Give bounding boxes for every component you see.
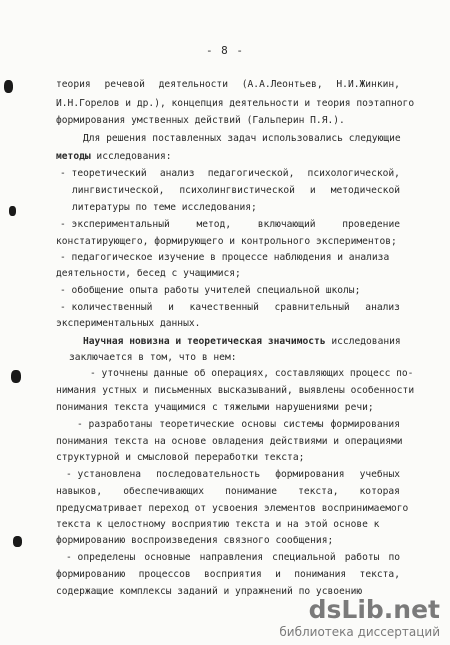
watermark-subtitle: библиотека диссертаций <box>279 625 440 639</box>
word: методической <box>330 185 400 196</box>
word: основные <box>144 552 191 563</box>
word: и <box>275 569 281 580</box>
text-fragment: исследования: <box>90 151 172 162</box>
text-line: нимания устных и письменных высказываний, выявлены особенности <box>56 385 415 396</box>
text-line: деятельности, бесед с учащимися; <box>56 268 241 279</box>
text-line: - обобщение опыта работы учителей специальной школы; <box>60 285 361 296</box>
watermark-title: dsLib.net <box>308 595 440 624</box>
word: и <box>309 185 316 196</box>
scan-speck <box>13 536 22 547</box>
text-line <box>72 185 400 197</box>
text-line: литературы по теме исследования; <box>72 202 257 213</box>
word: системы <box>283 419 324 430</box>
scan-speck <box>4 80 13 93</box>
word: учебных <box>359 469 400 480</box>
word: по <box>388 552 400 563</box>
word: проведение <box>342 219 400 230</box>
word: последовательность <box>156 469 261 480</box>
text-line: - педагогическое изучение в процессе наблюдения и анализа <box>60 252 390 263</box>
text-line <box>56 79 400 91</box>
word: Н.И.Жинкин, <box>336 79 400 90</box>
text-line: И.Н.Горелов и др.), концепция деятельности и теория поэтапного <box>56 98 415 109</box>
text-line: содержащие комплексы заданий и упражнений по усвоению <box>56 586 363 597</box>
text-line: понимания текста учащимися с тяжелыми нарушениями речи; <box>56 402 374 413</box>
word: лингвистической, <box>72 185 165 196</box>
word: анализ <box>159 168 195 179</box>
word: - определены <box>66 552 136 563</box>
word: формирования <box>275 469 345 480</box>
word: восприятия <box>203 569 262 580</box>
text-line: - уточнены данные об операциях, составляющих процесс по- <box>90 368 414 379</box>
word: - установлена <box>66 469 142 480</box>
text-line: формирования умственных действий (Гальперин П.Я.). <box>56 115 345 126</box>
word: - количественный <box>60 302 153 313</box>
text-fragment: исследования <box>325 336 401 347</box>
word: навыков, <box>56 486 103 497</box>
word: обеспечивающих <box>123 486 205 497</box>
word: основы <box>241 419 277 430</box>
word: педагогической, <box>207 168 295 179</box>
text-line <box>56 151 172 163</box>
word: качественный <box>189 302 259 313</box>
word: (А.А.Леонтьев, <box>241 79 323 90</box>
text-line: текста к целостному восприятию текста и на этой основе к <box>56 519 380 530</box>
text-line: заключается в том, что в нем: <box>69 352 237 363</box>
word: процессов <box>138 569 191 580</box>
word: текста, <box>359 569 400 580</box>
word: психологической, <box>307 168 400 179</box>
word: которая <box>359 486 400 497</box>
word: понимание <box>225 486 278 497</box>
text-line: Для решения поставленных задач использовались следующие <box>83 133 401 144</box>
word: анализ <box>365 302 400 313</box>
page-number: - 8 - <box>205 44 245 57</box>
word: текста, <box>298 486 339 497</box>
word: формированию <box>56 569 126 580</box>
text-line: констатирующего, формирующего и контрольного экспериментов; <box>56 236 397 247</box>
word: направления <box>199 552 264 563</box>
text-line <box>77 419 400 431</box>
word: специальной <box>272 552 336 563</box>
scan-speck <box>9 206 16 216</box>
word: формирования <box>330 419 400 430</box>
text-line: экспериментальных данных. <box>56 318 201 329</box>
word: - экспериментальный <box>60 219 170 230</box>
word: - теоретический <box>60 168 147 179</box>
word: теория <box>56 79 91 90</box>
word: теоретические <box>159 419 235 430</box>
text-line <box>66 552 400 564</box>
word: включающий <box>257 219 316 230</box>
text-line <box>60 168 400 180</box>
watermark <box>255 595 440 639</box>
text-line <box>56 486 400 498</box>
text-line <box>56 569 400 581</box>
word: понимания <box>294 569 347 580</box>
text-line <box>60 219 400 231</box>
bold-term: Научная новизна и теоретическая значимость <box>83 336 326 347</box>
scan-speck <box>11 370 21 383</box>
word: и <box>168 302 174 313</box>
bold-term: методы <box>56 151 91 162</box>
word: сравнительный <box>274 302 350 313</box>
text-line <box>83 336 401 348</box>
word: - разработаны <box>77 419 153 430</box>
text-line <box>60 302 400 314</box>
text-line: формированию воспроизведения связного сообщения; <box>56 535 334 546</box>
word: речевой <box>104 79 145 90</box>
word: метод, <box>196 219 232 230</box>
text-line: структурной и смысловой переработки текста; <box>56 452 305 463</box>
word: деятельности <box>158 79 228 90</box>
text-line <box>66 469 400 481</box>
text-line: предусматривает переход от усвоения элементов воспринимаемого <box>56 503 409 514</box>
word: психолингвистической <box>179 185 295 196</box>
text-line: понимания текста на основе овладения действиями и операциями <box>56 436 403 447</box>
word: работы <box>344 552 380 563</box>
